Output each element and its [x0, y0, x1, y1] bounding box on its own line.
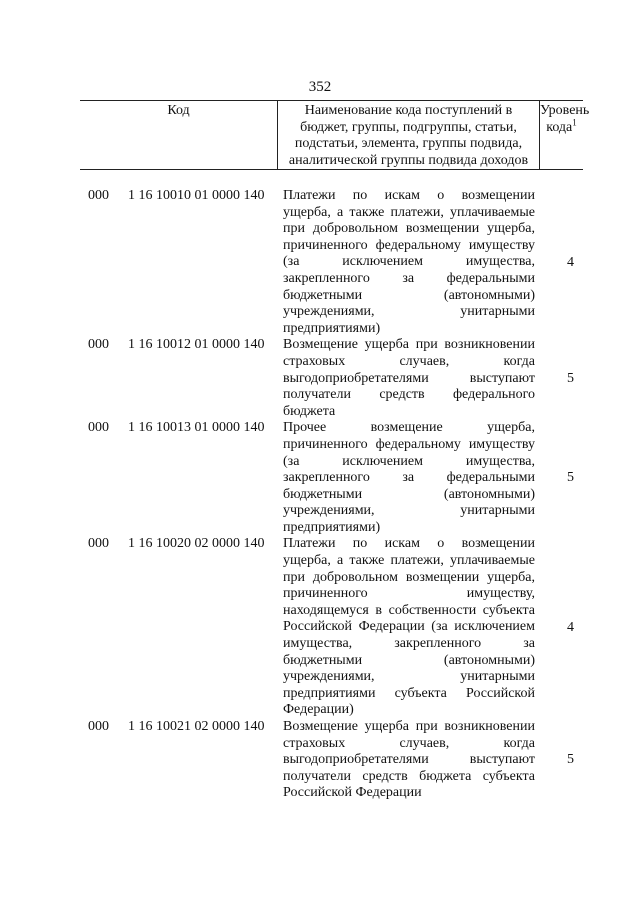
row-name-line: ущерба, а также платежи, уплачиваемые	[283, 553, 535, 569]
table-body	[0, 188, 640, 802]
row-name-line: Возмещение ущерба при возникновении	[283, 337, 535, 353]
row-name-line: учреждениями, унитарными	[283, 669, 535, 685]
row-level: 4	[567, 619, 574, 635]
row-name-line: ущерба, а также платежи, уплачиваемые	[283, 204, 535, 220]
header-level-word: кода	[546, 119, 573, 135]
row-name-line: получатели средств федерального	[283, 387, 535, 403]
row-name	[283, 719, 535, 802]
row-code: 1 16 10013 01 0000 140	[128, 420, 265, 436]
row-name-line: выгодоприобретателями выступают	[283, 370, 535, 386]
row-name-line: Российской Федерации	[283, 785, 422, 801]
row-name-line: причиненного имуществу,	[283, 586, 535, 602]
row-name-line: получатели средств бюджета субъекта	[283, 768, 535, 784]
row-code: 1 16 10012 01 0000 140	[128, 337, 265, 353]
row-code: 1 16 10020 02 0000 140	[128, 536, 265, 552]
row-prefix: 000	[88, 337, 109, 353]
row-name-line: имущества, закрепленного за	[283, 636, 535, 652]
row-name-line: закрепленного за федеральными	[283, 270, 535, 286]
header-name-cell	[278, 101, 540, 169]
row-name	[283, 337, 535, 420]
row-name	[283, 536, 535, 719]
row-name-line: Платежи по искам о возмещении	[283, 188, 535, 203]
row-name-line: учреждениями, унитарными	[283, 503, 535, 519]
header-name-line: бюджет, группы, подгруппы, статьи,	[300, 119, 517, 135]
row-name-line: Возмещение ущерба при возникновении	[283, 719, 535, 734]
row-name-line: предприятиями)	[283, 519, 381, 535]
table-header	[80, 100, 590, 170]
row-name-line: бюджета	[283, 403, 336, 419]
row-code: 1 16 10010 01 0000 140	[128, 188, 265, 203]
row-name-line: закрепленного за федеральными	[283, 470, 535, 486]
table-row	[0, 420, 640, 536]
row-name-line: предприятиями)	[283, 320, 381, 336]
row-name-line: страховых случаев, когда	[283, 735, 535, 751]
row-name-line: бюджетными (автономными)	[283, 652, 535, 668]
row-name-line: бюджетными (автономными)	[283, 486, 535, 502]
header-level-line: Уровень	[540, 103, 590, 118]
header-name-line: аналитической группы подвида доходов	[288, 152, 529, 168]
row-level: 5	[567, 752, 574, 768]
row-name	[283, 188, 535, 337]
row-name-line: (за исключением имущества,	[283, 453, 535, 469]
row-name-line: Федерации)	[283, 702, 354, 718]
row-prefix: 000	[88, 536, 109, 552]
row-name-line: Платежи по искам о возмещении	[283, 536, 535, 552]
row-name-line: учреждениями, унитарными	[283, 304, 535, 320]
row-name-line: выгодоприобретателями выступают	[283, 752, 535, 768]
footnote-marker: 1	[572, 116, 577, 127]
row-name-line: находящемуся в собственности субъекта	[283, 602, 535, 618]
row-name-line: Российской Федерации (за исключением	[283, 619, 535, 635]
row-name-line: при добровольном возмещении ущерба,	[283, 569, 535, 585]
header-level-cell	[540, 101, 590, 169]
row-name-line: (за исключением имущества,	[283, 254, 535, 270]
row-name-line: причиненного федеральному имуществу	[283, 237, 535, 253]
row-code: 1 16 10021 02 0000 140	[128, 719, 265, 734]
table-row	[0, 188, 640, 337]
row-name	[283, 420, 535, 536]
header-level-line	[540, 116, 583, 137]
header-code-cell	[80, 101, 278, 169]
row-level: 4	[567, 254, 574, 270]
table-row	[0, 536, 640, 719]
table-row	[0, 337, 640, 420]
row-name-line: бюджетными (автономными)	[283, 287, 535, 303]
row-name-line: страховых случаев, когда	[283, 353, 535, 369]
header-name-line: подстатьи, элемента, группы подвида,	[294, 136, 523, 151]
row-name-line: при добровольном возмещении ущерба,	[283, 221, 535, 237]
row-prefix: 000	[88, 188, 109, 203]
table-row	[0, 719, 640, 802]
header-code-label: Код	[167, 103, 190, 118]
row-prefix: 000	[88, 719, 109, 734]
row-name-line: предприятиями субъекта Российской	[283, 685, 535, 701]
row-prefix: 000	[88, 420, 109, 436]
header-name-line: Наименование кода поступлений в	[304, 103, 513, 118]
row-level: 5	[567, 470, 574, 486]
page-number: 352	[308, 79, 332, 95]
row-level: 5	[567, 370, 574, 386]
row-name-line: причиненного федеральному имуществу	[283, 436, 535, 452]
row-name-line: Прочее возмещение ущерба,	[283, 420, 535, 436]
